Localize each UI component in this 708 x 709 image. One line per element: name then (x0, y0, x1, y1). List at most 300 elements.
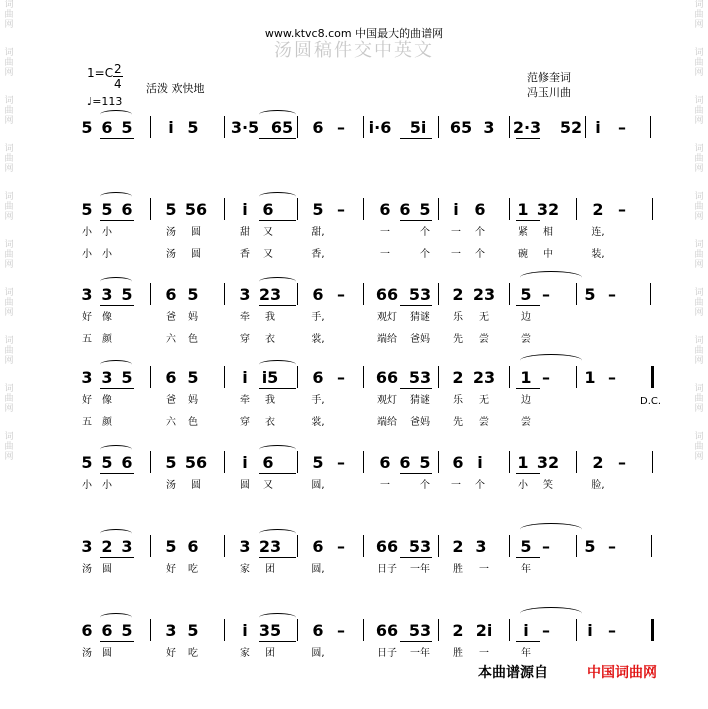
lyric-verse1: 妈 (188, 312, 198, 323)
lyric-verse1: 猜谜 (410, 395, 430, 406)
lyric-verse2: 碗 (518, 249, 528, 260)
watermark-char: 曲 (694, 154, 704, 164)
jianpu-note: i·6 (368, 118, 392, 137)
jianpu-note: 6 (121, 200, 133, 219)
barline (224, 198, 225, 220)
barline (438, 283, 439, 305)
eighth-note-beam (259, 138, 296, 139)
lyric-verse2: 端给 (377, 417, 397, 428)
eighth-note-beam (100, 641, 134, 642)
eighth-note-beam (259, 388, 296, 389)
eighth-note-beam (516, 305, 540, 306)
lyric-verse1: 乐 (453, 312, 463, 323)
lyric-verse2: 端给 (377, 334, 397, 345)
metronome-marking: ♩=113 (87, 95, 123, 108)
watermark-char: 词 (694, 0, 704, 10)
lyric-verse1: 圆 (191, 480, 201, 491)
jianpu-note: 5 (584, 285, 596, 304)
jianpu-note: 56 (184, 200, 208, 219)
jianpu-note: 5 (101, 453, 113, 472)
lyric-verse2: 个 (420, 249, 430, 260)
jianpu-note: 6 (262, 200, 274, 219)
jianpu-note: 5 (187, 368, 199, 387)
lyric-verse1: 一 (479, 648, 489, 659)
jianpu-note: – (542, 537, 550, 556)
slur-arc (520, 523, 582, 536)
tie-arc (259, 360, 296, 369)
right-watermark-column (692, 0, 706, 480)
eighth-note-beam (516, 220, 540, 221)
eighth-note-beam (516, 138, 540, 139)
jianpu-note: 3 (239, 285, 251, 304)
lyric-verse1: 一年 (410, 564, 430, 575)
watermark-char: 词 (694, 336, 704, 346)
slur-arc (520, 354, 582, 367)
jianpu-note: 1 (517, 453, 529, 472)
jianpu-note: 6 (312, 621, 324, 640)
barline (651, 535, 652, 557)
eighth-note-beam (100, 557, 134, 558)
lyric-verse2: 尝 (479, 334, 489, 345)
watermark-char: 词 (4, 0, 14, 10)
lyric-verse2: 六 (166, 334, 176, 345)
jianpu-note: i5 (261, 368, 279, 387)
lyric-verse2: 穿 (240, 334, 250, 345)
watermark-char: 网 (694, 260, 704, 270)
lyric-verse2: 一 (380, 249, 390, 260)
watermark-char: 曲 (4, 394, 14, 404)
jianpu-note: 53 (408, 368, 432, 387)
lyric-verse2: 一 (451, 249, 461, 260)
tie-arc (100, 529, 132, 538)
lyric-verse1: 脸, (591, 480, 605, 491)
jianpu-note: 5 (520, 285, 532, 304)
lyric-verse1: 连, (591, 227, 605, 238)
jianpu-note: 6 (379, 200, 391, 219)
eighth-note-beam (100, 388, 134, 389)
lyric-verse1: 圆, (311, 564, 325, 575)
lyric-verse1: 家 (240, 564, 250, 575)
lyric-verse1: 乐 (453, 395, 463, 406)
lyric-verse2: 汤 (166, 249, 176, 260)
eighth-note-beam (400, 305, 432, 306)
jianpu-note: 5 (121, 285, 133, 304)
lyric-verse1: 相 (543, 227, 553, 238)
lyric-verse1: 胜 (453, 648, 463, 659)
jianpu-note: 6 (101, 118, 113, 137)
lyric-verse1: 个 (475, 480, 485, 491)
lyric-verse2: 中 (543, 249, 553, 260)
jianpu-note: 5i (409, 118, 427, 137)
tie-arc (100, 445, 132, 454)
jianpu-note: – (608, 621, 616, 640)
jianpu-note: 5 (165, 200, 177, 219)
jianpu-note: 23 (472, 285, 496, 304)
jianpu-note: 53 (408, 285, 432, 304)
lyric-verse1: 年 (521, 564, 531, 575)
lyric-verse2: 香, (311, 249, 325, 260)
jianpu-note: 5 (81, 200, 93, 219)
jianpu-note: 66 (375, 368, 399, 387)
jianpu-note: 2 (452, 285, 464, 304)
lyric-verse2: 个 (475, 249, 485, 260)
jianpu-note: 6 (187, 537, 199, 556)
footer-source-label: 本曲谱源自 (478, 665, 548, 681)
watermark-char: 曲 (694, 58, 704, 68)
footer-source-site: 中国词曲网 (587, 665, 657, 681)
lyric-verse2: 衣 (265, 334, 275, 345)
jianpu-note: – (608, 368, 616, 387)
barline (576, 366, 577, 388)
jianpu-note: i (242, 621, 248, 640)
lyric-verse2: 裳, (311, 417, 325, 428)
jianpu-note: 2 (592, 453, 604, 472)
jianpu-note: 66 (375, 621, 399, 640)
tie-arc (259, 110, 296, 119)
barline (363, 116, 364, 138)
site-url-line: www.ktvc8.com 中国最大的曲谱网 (264, 27, 444, 40)
lyric-verse1: 日子 (377, 648, 397, 659)
tie-arc (259, 445, 296, 454)
tempo-marking: 活泼 欢快地 (146, 82, 205, 95)
lyric-verse2: 五 (82, 334, 92, 345)
lyric-verse1: 无 (479, 395, 489, 406)
jianpu-note: 5 (165, 537, 177, 556)
barline (650, 116, 651, 138)
eighth-note-beam (400, 220, 432, 221)
jianpu-note: 2 (452, 368, 464, 387)
tie-arc (100, 360, 132, 369)
jianpu-note: 3·5 (230, 118, 260, 137)
jianpu-note: – (337, 118, 345, 137)
barline (363, 366, 364, 388)
jianpu-note: 6 (399, 200, 411, 219)
time-denominator: 4 (114, 77, 122, 91)
barline (150, 535, 151, 557)
watermark-char: 曲 (694, 10, 704, 20)
tie-arc (100, 192, 132, 201)
lyric-verse1: 妈 (188, 395, 198, 406)
watermark-char: 网 (694, 404, 704, 414)
lyric-verse1: 汤 (82, 564, 92, 575)
watermark-char: 词 (4, 96, 14, 106)
watermark-char: 网 (4, 164, 14, 174)
barline (576, 535, 577, 557)
jianpu-note: – (337, 200, 345, 219)
barline (650, 283, 651, 305)
lyric-verse1: 圆 (102, 564, 112, 575)
eighth-note-beam (259, 473, 296, 474)
lyric-verse1: 年 (521, 648, 531, 659)
barline (509, 283, 510, 305)
watermark-char: 曲 (4, 202, 14, 212)
barline (297, 283, 298, 305)
watermark-char: 网 (694, 68, 704, 78)
lyric-verse1: 我 (265, 395, 275, 406)
watermark-char: 曲 (4, 58, 14, 68)
lyric-verse1: 观灯 (377, 395, 397, 406)
lyric-verse1: 一 (451, 480, 461, 491)
watermark-char: 网 (694, 356, 704, 366)
lyric-verse2: 香 (240, 249, 250, 260)
watermark-char: 词 (4, 432, 14, 442)
watermark-char: 曲 (4, 298, 14, 308)
barline (576, 451, 577, 473)
lyric-verse1: 手, (311, 312, 325, 323)
jianpu-note: – (608, 537, 616, 556)
watermark-char: 词 (694, 288, 704, 298)
watermark-char: 网 (694, 212, 704, 222)
jianpu-note: i (477, 453, 483, 472)
jianpu-note: 1 (520, 368, 532, 387)
jianpu-note: 6 (452, 453, 464, 472)
eighth-note-beam (400, 473, 432, 474)
jianpu-note: 5 (419, 453, 431, 472)
jianpu-note: – (618, 200, 626, 219)
lyric-verse2: 爸妈 (410, 417, 430, 428)
jianpu-note: 5 (520, 537, 532, 556)
lyric-verse1: 爸 (166, 395, 176, 406)
watermark-char: 网 (694, 452, 704, 462)
jianpu-note: 2i (475, 621, 493, 640)
barline (224, 535, 225, 557)
eighth-note-beam (516, 388, 540, 389)
jianpu-note: 6 (312, 118, 324, 137)
watermark-char: 词 (4, 336, 14, 346)
lyric-verse2: 六 (166, 417, 176, 428)
watermark-char: 曲 (694, 346, 704, 356)
jianpu-note: 6 (101, 621, 113, 640)
jianpu-note: i (242, 368, 248, 387)
watermark-char: 网 (4, 68, 14, 78)
lyric-verse1: 好 (166, 564, 176, 575)
barline (576, 283, 577, 305)
lyric-verse1: 个 (420, 480, 430, 491)
watermark-char: 曲 (694, 394, 704, 404)
lyric-verse1: 小 (102, 480, 112, 491)
jianpu-note: 5 (187, 285, 199, 304)
barline (576, 198, 577, 220)
eighth-note-beam (259, 641, 296, 642)
eighth-note-beam (400, 641, 432, 642)
jianpu-note: 2 (452, 537, 464, 556)
barline (438, 116, 439, 138)
lyric-verse1: 一 (479, 564, 489, 575)
lyric-verse1: 吃 (188, 648, 198, 659)
barline (438, 535, 439, 557)
watermark-char: 曲 (4, 346, 14, 356)
watermark-char: 曲 (4, 154, 14, 164)
lyric-verse1: 牵 (240, 395, 250, 406)
jianpu-note: 5 (312, 453, 324, 472)
barline (297, 366, 298, 388)
watermark-char: 词 (694, 192, 704, 202)
watermark-char: 网 (4, 452, 14, 462)
barline (150, 619, 151, 641)
jianpu-note: 6 (262, 453, 274, 472)
jianpu-note: 5 (81, 118, 93, 137)
jianpu-note: – (337, 621, 345, 640)
tie-arc (259, 529, 296, 538)
watermark-char: 曲 (4, 10, 14, 20)
lyric-verse1: 圆, (311, 480, 325, 491)
jianpu-note: 53 (408, 537, 432, 556)
lyric-verse2: 圆 (191, 249, 201, 260)
jianpu-note: 3 (81, 368, 93, 387)
lyric-verse1: 观灯 (377, 312, 397, 323)
jianpu-note: 6 (312, 368, 324, 387)
watermark-char: 词 (4, 144, 14, 154)
jianpu-note: 53 (408, 621, 432, 640)
barline (363, 198, 364, 220)
slur-arc (520, 607, 582, 620)
lyric-verse1: 小 (518, 480, 528, 491)
lyric-verse2: 裳, (311, 334, 325, 345)
lyric-verse2: 尝 (479, 417, 489, 428)
time-signature (113, 62, 123, 91)
lyric-verse1: 圆, (311, 648, 325, 659)
barline (297, 198, 298, 220)
jianpu-note: 6 (312, 537, 324, 556)
jianpu-note: 32 (536, 453, 560, 472)
key-signature: 1=C (87, 66, 114, 80)
lyric-verse2: 先 (453, 417, 463, 428)
watermark-char: 网 (4, 308, 14, 318)
jianpu-note: – (337, 453, 345, 472)
lyric-verse2: 装, (591, 249, 605, 260)
barline (224, 619, 225, 641)
barline (438, 451, 439, 473)
watermark-char: 曲 (694, 250, 704, 260)
composer-credit: 冯玉川曲 (527, 86, 571, 99)
tie-arc (100, 110, 132, 119)
dc-mark: D.C. (640, 396, 662, 407)
lyric-verse2: 色 (188, 334, 198, 345)
barline (438, 366, 439, 388)
jianpu-note: i (242, 453, 248, 472)
lyric-verse1: 一年 (410, 648, 430, 659)
barline (576, 619, 577, 641)
lyric-verse1: 一 (451, 227, 461, 238)
watermark-char: 曲 (694, 106, 704, 116)
watermark-char: 曲 (4, 106, 14, 116)
barline (150, 116, 151, 138)
eighth-note-beam (400, 388, 432, 389)
barline (363, 283, 364, 305)
eighth-note-beam (259, 557, 296, 558)
barline (585, 116, 586, 138)
jianpu-note: 23 (258, 285, 282, 304)
jianpu-note: 3 (101, 368, 113, 387)
barline (224, 451, 225, 473)
watermark-char: 词 (4, 192, 14, 202)
jianpu-note: 3 (121, 537, 133, 556)
watermark-char: 词 (694, 240, 704, 250)
jianpu-note: 5 (121, 621, 133, 640)
eighth-note-beam (100, 138, 134, 139)
lyric-verse2: 五 (82, 417, 92, 428)
watermark-char: 网 (4, 212, 14, 222)
tie-arc (259, 613, 296, 622)
jianpu-note: 52 (559, 118, 583, 137)
lyric-verse1: 好 (82, 312, 92, 323)
jianpu-note: 5 (165, 453, 177, 472)
jianpu-note: – (608, 285, 616, 304)
barline (224, 116, 225, 138)
lyric-verse1: 个 (420, 227, 430, 238)
jianpu-note: 66 (375, 537, 399, 556)
jianpu-note: 35 (258, 621, 282, 640)
jianpu-note: 1 (517, 200, 529, 219)
lyric-verse1: 无 (479, 312, 489, 323)
lyric-verse1: 小 (82, 480, 92, 491)
watermark-char: 词 (694, 384, 704, 394)
jianpu-note: 3 (81, 285, 93, 304)
lyric-verse1: 吃 (188, 564, 198, 575)
jianpu-note: 65 (270, 118, 294, 137)
jianpu-note: – (337, 285, 345, 304)
jianpu-note: 3 (483, 118, 495, 137)
lyric-verse1: 家 (240, 648, 250, 659)
watermark-char: 曲 (4, 250, 14, 260)
jianpu-note: 23 (258, 537, 282, 556)
jianpu-note: – (618, 453, 626, 472)
jianpu-note: 2 (592, 200, 604, 219)
jianpu-note: 6 (474, 200, 486, 219)
jianpu-note: 5 (121, 118, 133, 137)
lyric-verse1: 团 (265, 564, 275, 575)
lyric-verse2: 衣 (265, 417, 275, 428)
jianpu-note: 23 (472, 368, 496, 387)
watermark-char: 词 (694, 96, 704, 106)
lyric-verse2: 尝 (521, 334, 531, 345)
watermark-char: 曲 (694, 298, 704, 308)
lyric-verse1: 像 (102, 395, 112, 406)
watermark-char: 网 (694, 116, 704, 126)
barline (652, 451, 653, 473)
eighth-note-beam (259, 305, 296, 306)
lyric-verse2: 小 (102, 249, 112, 260)
jianpu-note: 6 (165, 368, 177, 387)
jianpu-note: – (542, 368, 550, 387)
lyric-verse1: 日子 (377, 564, 397, 575)
lyric-verse1: 圆 (240, 480, 250, 491)
jianpu-note: 3 (475, 537, 487, 556)
lyricist-credit: 范修奎词 (527, 71, 571, 84)
watermark-char: 曲 (694, 202, 704, 212)
watermark-char: 网 (4, 20, 14, 30)
jianpu-note: 5 (419, 200, 431, 219)
barline (224, 366, 225, 388)
jianpu-note: 3 (101, 285, 113, 304)
jianpu-note: 3 (239, 537, 251, 556)
jianpu-note: 5 (312, 200, 324, 219)
watermark-char: 词 (694, 48, 704, 58)
barline (297, 116, 298, 138)
watermark-char: 词 (694, 432, 704, 442)
lyric-verse1: 紧 (518, 227, 528, 238)
barline (297, 619, 298, 641)
barline (509, 535, 510, 557)
jianpu-note: 5 (187, 621, 199, 640)
jianpu-note: 5 (187, 118, 199, 137)
eighth-note-beam (259, 220, 296, 221)
lyric-verse1: 又 (263, 227, 273, 238)
lyric-verse1: 汤 (166, 480, 176, 491)
jianpu-note: – (337, 537, 345, 556)
jianpu-note: – (618, 118, 626, 137)
jianpu-note: 66 (375, 285, 399, 304)
